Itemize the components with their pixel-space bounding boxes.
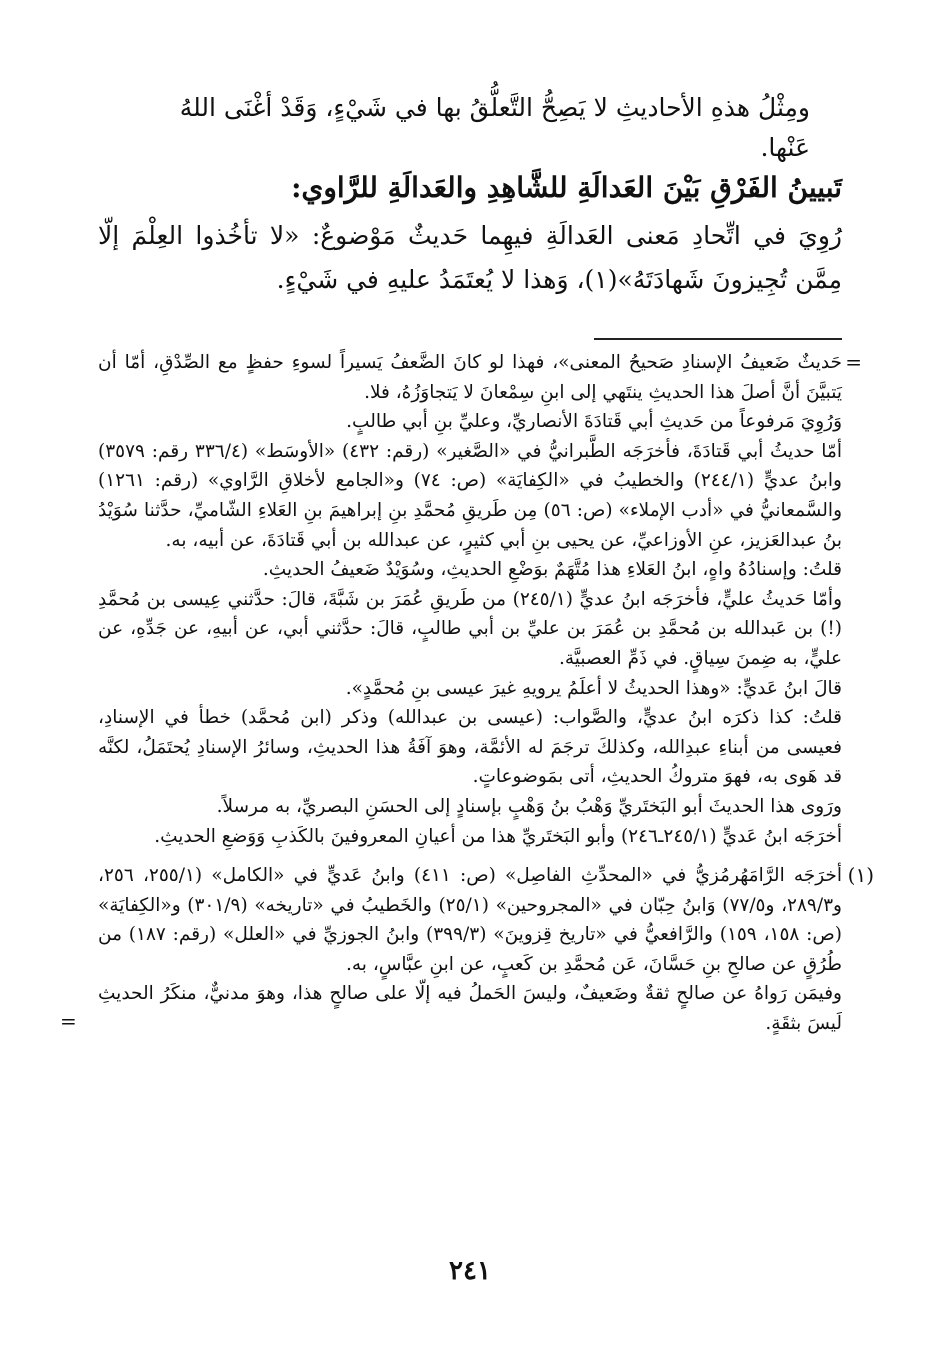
footnote-paragraph: أخرَجَه ابنُ عَديٍّ (٢٤٥/١ـ٢٤٦) وأبو البَختَريِّ هذا من أعيانِ المعروفينَ بالكَذبِ وَوَضعِ الحديثِ. [154, 825, 842, 847]
footnote-paragraph: حَديثٌ ضَعيفُ الإسنادِ صَحيحُ المعنى»، فهذا لو كانَ الضَّعفُ يَسيراً لسوءِ حفظٍ مع الصِّدْقِ، أمّا أن يَتبيَّنَ أنَّ أصلَ هذا الحديثِ ينتَهي إلى ابنِ سِمْعانَ لا يَتجاوَزُهُ، فلا. [98, 352, 842, 403]
footnote-paragraph: قالَ ابنُ عَديٍّ: «وهذا الحديثُ لا أعلَمُ يرويهِ غيرَ عيسى بنِ مُحمَّدٍ». [345, 677, 842, 699]
continued-footnote [98, 348, 862, 851]
footnote-1 [60, 861, 874, 1039]
footnote-paragraph: ورَوى هذا الحديثَ أبو البَختَريِّ وَهْبُ بنُ وَهْبٍ بإسنادٍ إلى الحسَنِ البصريِّ، به مرسلاً. [216, 795, 842, 817]
footnote-paragraph: وَرُوِيَ مَرفوعاً من حَديثِ أبي قَتادَةَ الأنصاريِّ، وعليِّ بنِ أبي طالبٍ. [346, 411, 842, 433]
footnote-separator [594, 338, 842, 340]
page-number: ٢٤١ [449, 1256, 491, 1286]
footnote-paragraph: وأمّا حَديثُ عليٍّ، فأخرَجَه ابنُ عديٍّ (٢٤٥/١) من طَريقِ عُمَرَ بن شَبَّةَ، قالَ: حدَّثني عِيسى بن مُحمَّدِ (!) بن عَبدالله بن مُحمَّدِ بن عُمَرَ بن عليِّ بن أبي طالبٍ، قالَ: حدَّثني أبي، عن أبيهِ، عن جَدِّهِ، عن عليٍّ، به ضِمنَ سِياقٍ. في ذَمِّ العصبيَّة. [98, 588, 842, 669]
footnotes [60, 348, 874, 1039]
continued-marker: = [845, 350, 862, 374]
footnote-1-marker: (١) [847, 863, 874, 888]
footnote-paragraph: قلتُ: وإسنادُهُ واهٍ، ابنُ العَلاءِ هذا مُتَّهَمٌ بوَضْعِ الحديثِ، وسُوَيْدٌ ضَعيفُ الحديثِ. [262, 559, 842, 581]
section-heading: تَبيينُ الفَرْقِ بَيْنَ العَدالَةِ للشَّاهِدِ والعَدالَةِ للرَّاوي: [291, 171, 842, 204]
intro-line: ومِثْلُ هذهِ الأحاديثِ لا يَصِحُّ التَّعلُّقُ بها في شَيْءٍ، وَقَدْ أغْنَى اللهُ عَنْها. [179, 93, 810, 162]
main-paragraph: رُوِيَ في اتِّحادِ مَعنى العَدالَةِ فيهِما حَديثٌ مَوْضوعٌ: «لا تأخُذوا العِلْمَ إلّا مِمَّن تُجِيزونَ شَهادَتَهُ»(١)، وَهذا لا يُعتَمَدُ عليهِ في شَيْءٍ. [98, 221, 842, 294]
continuation-marker: = [60, 1009, 77, 1034]
footnote-paragraph: أخرَجَه الرَّامَهُرمُزيُّ في «المحدِّثِ الفاصِل» (ص: ٤١١) وابنُ عَديٍّ في «الكامل» (٢٥٥/١، ٢٥٦، و٢٨٩/٣، و٧٧/٥) وَابنُ حِبّان في «المجروحين» (٢٥/١) والخَطيبُ في «تاريخه» (٣٠١/٩) و«الكِفايَة» (ص: ١٥٨، ١٥٩) والرَّافعيُّ في «تاريخ قِزوينَ» (٣٩٩/٣) وابنُ الجوزيِّ في «العلل» (رقم: ١٨٧) من طُرُقٍ عن صالحِ بنِ حَسَّانَ، عَن مُحمَّدِ بن كَعبٍ، عن ابنِ عبَّاسٍ، به. [98, 865, 842, 975]
footnote-paragraph: أمّا حديثُ أبي قَتادَةَ، فأخرَجَه الطَّبرانيُّ في «الصَّغير» (رقم: ٤٣٢) «الأوسَط» (٣٣٦/٤ رقم: ٣٥٧٩) وابنُ عديٍّ (٢٤٤/١) والخطيبُ في «الكِفايَة» (ص: ٧٤) و«الجامع لأخلاقِ الرَّاوي» (رقم: ١٢٦١) والسَّمعانيُّ في «أدب الإملاء» (ص: ٥٦) مِن طَريقِ مُحمَّدِ بنِ إبراهيمَ بنِ العَلاءِ الشّاميِّ، حدَّثنا سُوَيْدُ بنُ عبدالعَزيز، عنِ الأوزاعيِّ، عن يحيى بنِ أبي كثيرٍ، عن عبدالله بن أبي قَتادَةَ، عن أبيه، به. [98, 440, 842, 551]
footnote-paragraph: وفيمَن رَواهُ عن صالحٍ ثقةٌ وضَعيفٌ، وليسَ الحَملُ فيه إلّا على صالحٍ هذا، وهوَ مدنيٌّ، منكَرُ الحديثِ لَيسَ بثقَةٍ. [98, 983, 842, 1035]
footnote-paragraph: قلتُ: كذا ذكرَه ابنُ عديٍّ، والصَّواب: (عيسى بن عبدالله) وذكر (ابن مُحمَّد) خطأ في الإسنادِ، فعيسى من أبناءِ عبدِالله، وكذلكَ ترجَمَ له الأئمَّة، وهوَ آفَةُ هذا الحديثِ، وسائرُ الإسنادِ يُحتَمَلُ، لكنَّه قد هَوى به، فهوَ متروكُ الحديثِ، أتى بمَوضوعاتٍ. [98, 707, 842, 788]
